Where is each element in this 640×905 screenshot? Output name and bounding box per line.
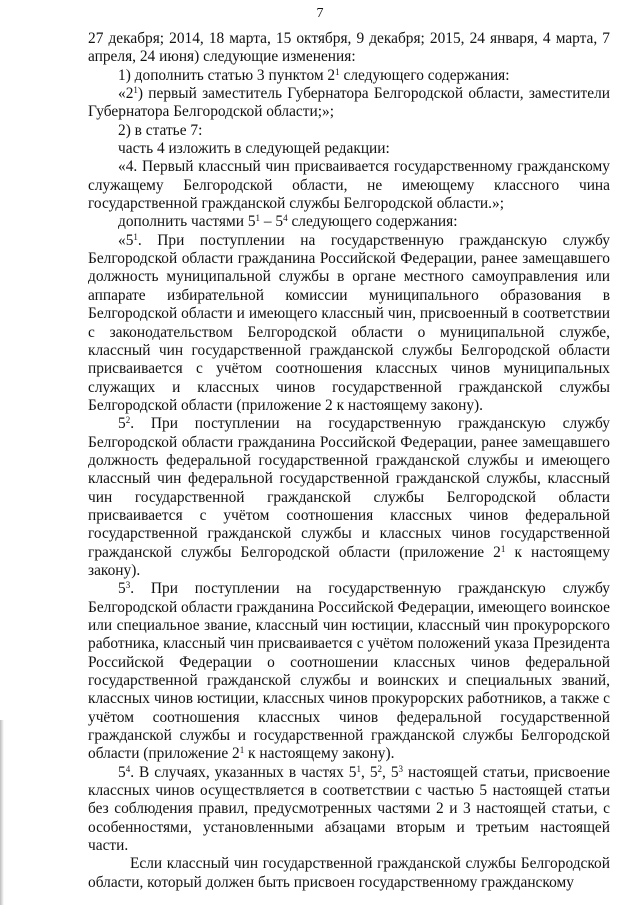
paragraph-item-2: 2) в статье 7:: [118, 121, 203, 139]
paragraph-deputy-governor: «$2^1$) первый заместитель Губернатора Белгородской области, заместители Губернатора Белгородской области;»;: [88, 85, 610, 121]
document-body: [88, 30, 610, 892]
paragraph-part-5-2: $5^2$. При поступлении на государственную гражданскую службу Белгородской области гражданина Российской Федерации, ранее замещавшего должность федеральной государственной гражданской службы и имеющего классный чин федеральной государственной гражданской службы, классный чин государственной гражданской службы Белгородской области присваивается с учётом соотношения классных чинов федеральной государственной гражданской службы и классных чинов государственной гражданской службы Белгородской области (приложение $2^1$ к настоящему закону).: [88, 415, 610, 579]
paragraph-part-4: «4. Первый классный чин присваивается государственному гражданскому служащему Белгородской области, не имеющему классного чина государственной гражданской службы Белгородской области.»;: [88, 158, 610, 213]
paragraph-item-1: 1) дополнить статью 3 пунктом $2^1$ следующего содержания:: [118, 66, 510, 84]
paragraph-dates: 27 декабря; 2014, 18 марта, 15 октября, 9 декабря; 2015, 24 января, 4 марта, 7 апреля, 24 июня) следующие изменения:: [88, 30, 610, 66]
paragraph-part-5-3: $5^3$. При поступлении на государственную гражданскую службу Белгородской области гражданина Российской Федерации, имеющего воинское или специальное звание, классный чин юстиции, классный чин прокурорского работника, классный чин присваивается с учётом положений указа Президента Российской Федерации о соотношении классных чинов федеральной государственной гражданской службы и воинских и специальных званий, классных чинов юстиции, классных чинов прокурорских работников, а также с учётом соотношения классных чинов федеральной государственной гражданской службы и государственной гражданской службы Белгородской области (приложение $2^1$ к настоящему закону).: [88, 580, 610, 763]
paragraph-add-parts: дополнить частями $5^1 - 5^4$ следующего содержания:: [118, 213, 458, 231]
scan-edge-shadow: [0, 720, 4, 905]
page-number: 7: [316, 6, 324, 21]
paragraph-closing: Если классный чин государственной гражданской службы Белгородской области, который должен быть присвоен государственному гражданскому: [88, 855, 610, 891]
paragraph-part-4-intro: часть 4 изложить в следующей редакции:: [118, 140, 390, 158]
paragraph-part-5-1: «$5^1$. При поступлении на государственную гражданскую службу Белгородской области гражданина Российской Федерации, ранее замещавшего должность муниципальной службы в органе местного самоуправления или аппарате избирательной комиссии муниципального образования в Белгородской области и имеющего классный чин, присвоенный в соответствии с законодательством Белгородской области о муниципальной службе, классный чин государственной гражданской службы Белгородской области присваивается с учётом соотношения классных чинов муниципальных служащих и классных чинов государственной гражданской службы Белгородской области (приложение 2 к настоящему закону).: [88, 231, 610, 414]
paragraph-part-5-4: $5^4$. В случаях, указанных в частях $5^1$, $5^2$, $5^3$ настоящей статьи, присвоение классных чинов осуществляется в соответствии с частью 5 настоящей статьи без соблюдения правил, предусмотренных частями 2 и 3 настоящей статьи, с особенностями, установленными абзацами вторым и третьим настоящей части.: [88, 763, 611, 855]
